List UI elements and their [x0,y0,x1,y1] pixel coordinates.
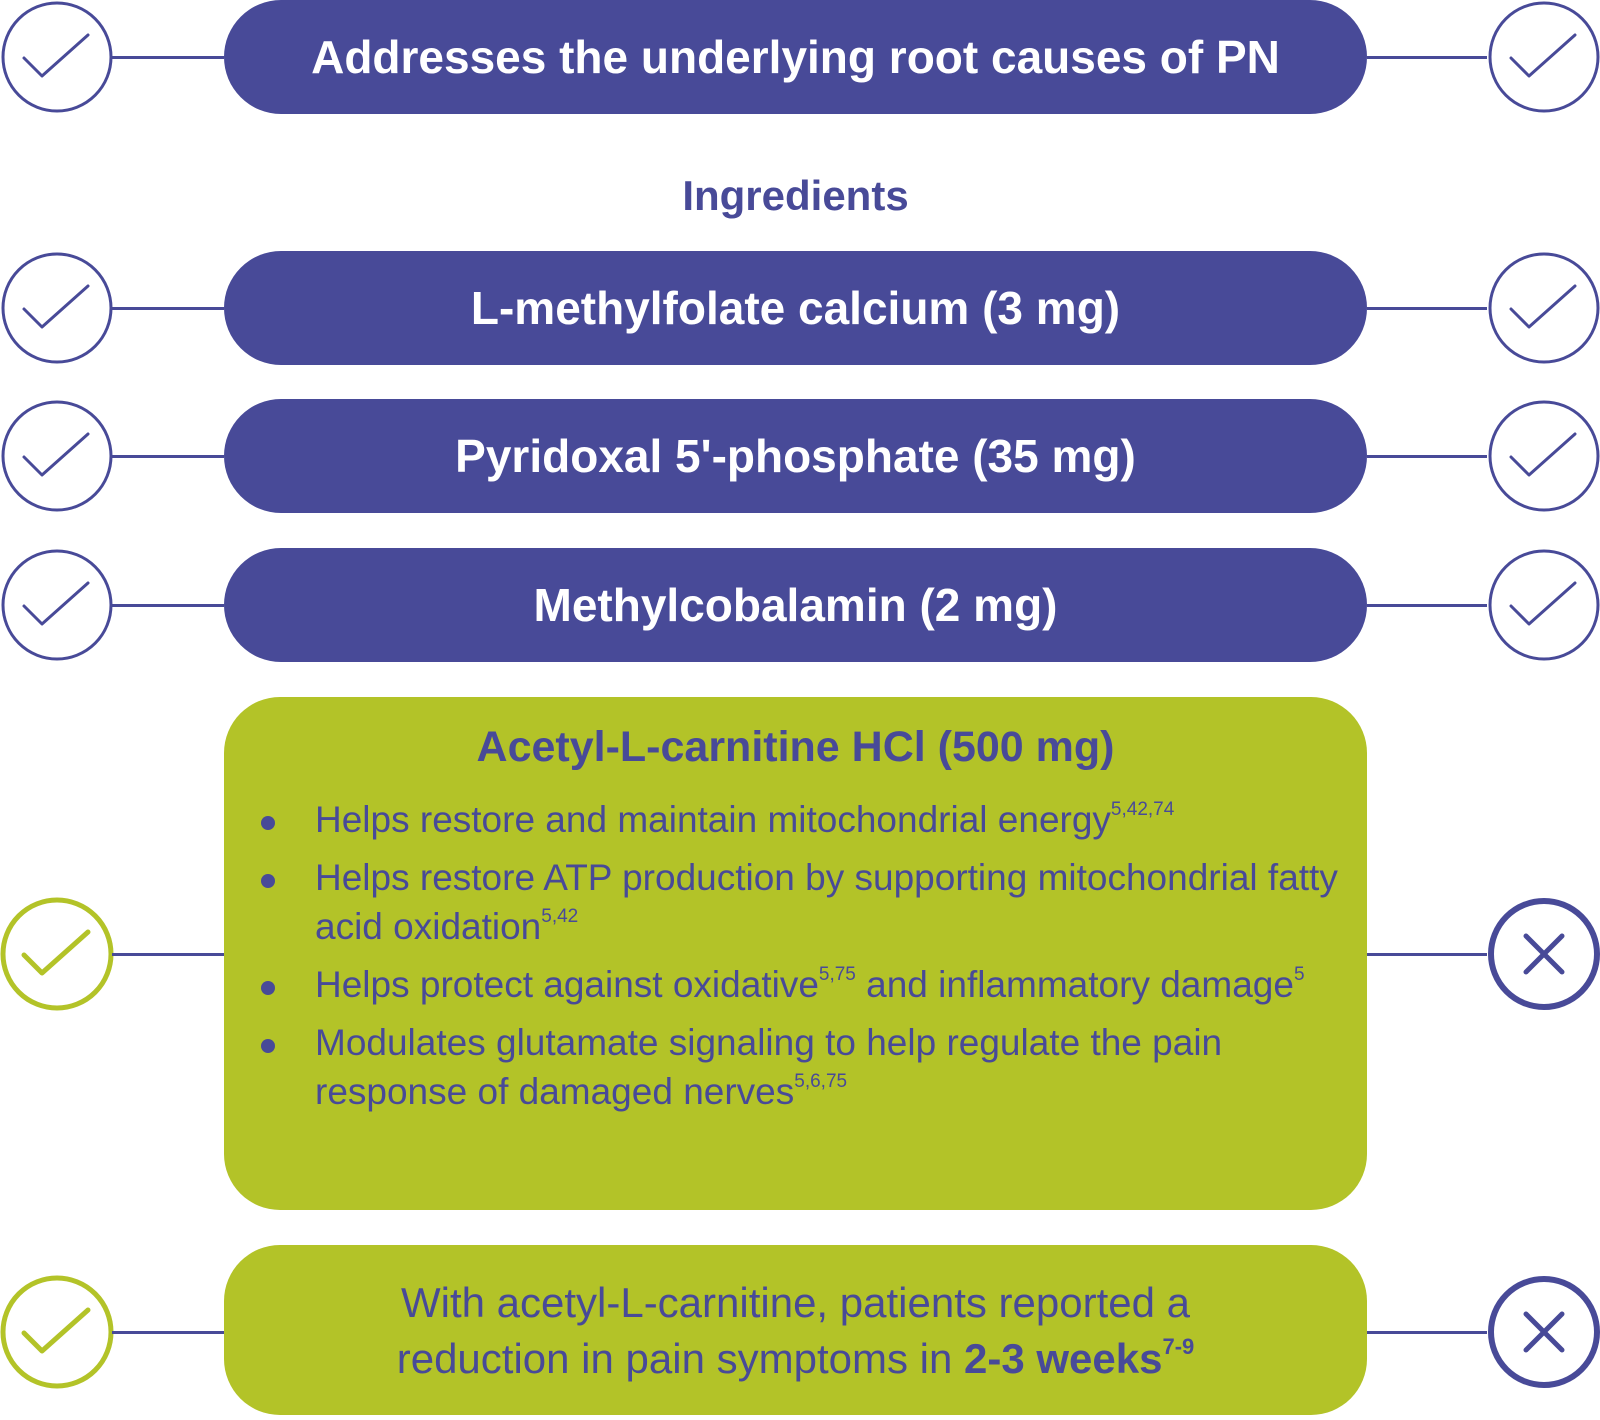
citation: 7-9 [1162,1334,1195,1359]
acetyl-title: Acetyl-L-carnitine HCl (500 mg) [476,723,1115,771]
check-circle-icon [0,0,114,114]
check-circle-icon [1487,251,1600,365]
bullet-dot [261,874,275,888]
check-circle-icon [0,399,114,513]
connector-line [1367,56,1487,59]
check-circle-icon [0,1275,114,1389]
connector-line [1367,953,1487,956]
ingredients-heading: Ingredients [682,172,909,219]
check-circle-icon [1487,548,1600,662]
row-pill [224,0,1367,114]
connector-line [112,307,224,310]
pain-reduction-text: With acetyl-L-carnitine, patients reported a reduction in pain symptoms in 2-3 weeks$^{7-9}$ [396,1279,1195,1382]
duration-highlight: 2-3 weeks$^{7-9}$ [964,1334,1195,1382]
connector-line [112,455,224,458]
row-pill [224,251,1367,365]
bullet-dot [261,816,275,830]
bullet-dot [261,1039,275,1053]
row-pill [224,399,1367,513]
connector-line [1367,455,1487,458]
row-label: L-methylfolate calcium (3 mg) [470,282,1121,334]
connector-line [112,1331,224,1334]
citation: 5 [1293,964,1305,985]
row-label: Addresses the underlying root causes of PN [311,31,1280,83]
connector-line [1367,1331,1487,1334]
connector-line [112,953,224,956]
row-label: Methylcobalamin (2 mg) [533,579,1058,631]
citation: 5,42 [541,906,579,927]
connector-line [112,604,224,607]
row-label: Pyridoxal 5'-phosphate (35 mg) [455,430,1136,482]
benefit-list [257,795,1352,1125]
connector-line [112,56,224,59]
acetyl-l-carnitine-box [224,697,1367,1210]
check-circle-icon [1487,0,1600,114]
citation: 5,6,75 [794,1071,848,1092]
pain-reduction-box [224,1245,1367,1415]
connector-line [1367,307,1487,310]
list-item: Modulates glutamate signaling to help regulate the pain response of damaged nerves$^{5,6,75}$ [257,1018,1352,1116]
citation: 5,75 [818,964,856,985]
list-item: Helps restore ATP production by supporting mitochondrial fatty acid oxidation$^{5,42}$ [257,853,1352,951]
list-item: Helps restore and maintain mitochondrial energy$^{5,42,74}$ [257,795,1352,844]
x-circle-icon [1487,897,1600,1011]
citation: 5,42,74 [1110,799,1175,820]
row-pill [224,548,1367,662]
check-circle-icon [0,897,114,1011]
check-circle-icon [0,251,114,365]
check-circle-icon [0,548,114,662]
list-item: Helps protect against oxidative$^{5,75}$ and inflammatory damage$^5$ [257,960,1352,1009]
x-circle-icon [1487,1275,1600,1389]
connector-line [1367,604,1487,607]
check-circle-icon [1487,399,1600,513]
bullet-dot [261,981,275,995]
